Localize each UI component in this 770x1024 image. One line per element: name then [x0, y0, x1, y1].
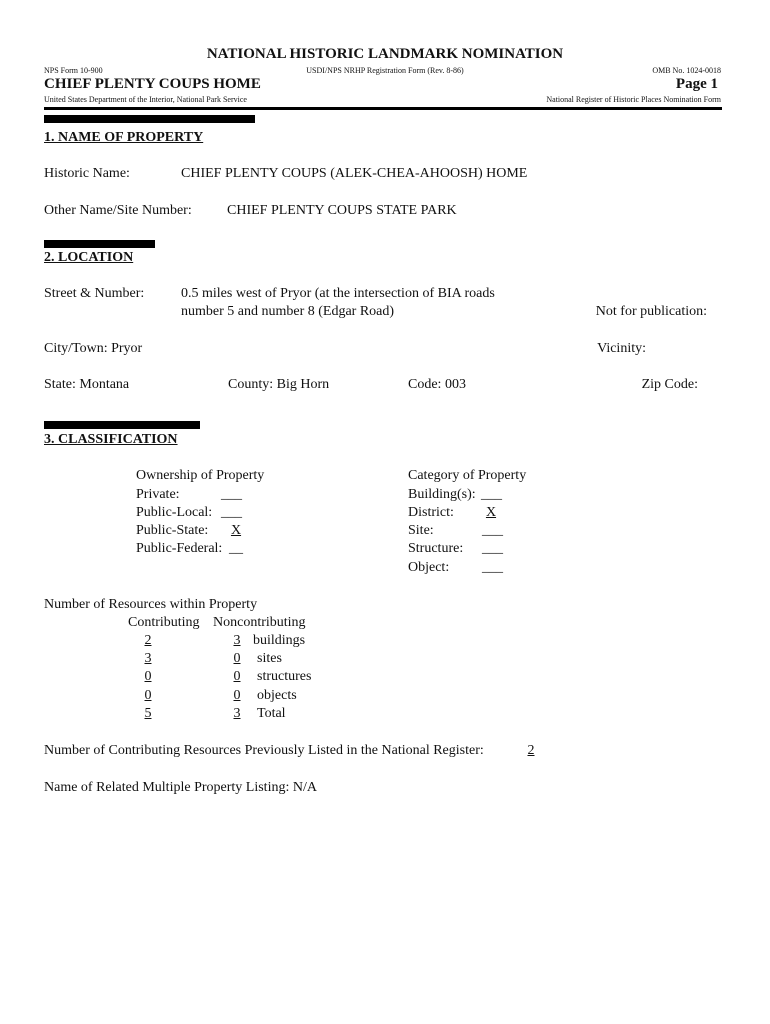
category-mark: ___ [482, 560, 503, 575]
resource-type: sites [257, 651, 282, 666]
section-marker-bar [44, 421, 200, 429]
ownership-mark: ___ [221, 487, 242, 502]
county: County: Big Horn [228, 377, 330, 392]
category-mark: X [485, 505, 497, 520]
noncontributing-count: 0 [233, 651, 241, 666]
registration-form-label: USDI/NPS NRHP Registration Form (Rev. 8-86) [306, 66, 464, 75]
not-for-publication-label: Not for publication: [595, 304, 707, 319]
section-heading-name: 1. NAME OF PROPERTY [44, 130, 204, 145]
section-marker-bar [44, 115, 255, 123]
multiple-property-listing: Name of Related Multiple Property Listing: N/A [44, 780, 317, 795]
noncontributing-count: 0 [233, 688, 241, 703]
document-title: NATIONAL HISTORIC LANDMARK NOMINATION [206, 46, 564, 62]
historic-name-label: Historic Name: [44, 166, 130, 181]
contributing-count: 3 [144, 651, 152, 666]
ownership-heading: Ownership of Property [136, 468, 265, 483]
ownership-label: Public-Local: [136, 505, 213, 520]
category-label: Structure: [408, 541, 464, 556]
ownership-label: Public-Federal: [136, 541, 223, 556]
resources-heading: Number of Resources within Property [44, 597, 258, 612]
noncontributing-header: Noncontributing [213, 615, 306, 630]
noncontributing-count: 3 [233, 633, 241, 648]
vicinity-label: Vicinity: [597, 341, 646, 356]
resource-type: structures [257, 669, 312, 684]
ownership-label: Public-State: [136, 523, 209, 538]
contributing-count: 0 [144, 688, 152, 703]
noncontributing-count: 3 [233, 706, 241, 721]
category-label: District: [408, 505, 454, 520]
contributing-count: 0 [144, 669, 152, 684]
category-label: Building(s): [408, 487, 476, 502]
street-value-line1: 0.5 miles west of Pryor (at the intersection of BIA roads [181, 286, 495, 301]
other-name-value: CHIEF PLENTY COUPS STATE PARK [227, 203, 457, 218]
category-mark: ___ [481, 487, 502, 502]
omb-number: OMB No. 1024-0018 [652, 66, 721, 75]
state: State: Montana [44, 377, 130, 392]
form-number: NPS Form 10-900 [44, 66, 103, 75]
noncontributing-count: 0 [233, 669, 241, 684]
resource-type: Total [257, 706, 286, 721]
section-heading-location: 2. LOCATION [44, 250, 134, 265]
ownership-mark: __ [229, 541, 243, 556]
contributing-count: 2 [144, 633, 152, 648]
contributing-header: Contributing [128, 615, 200, 630]
zip-code-label: Zip Code: [641, 377, 698, 392]
category-mark: ___ [482, 523, 503, 538]
page-number: Page 1 [675, 76, 718, 92]
ownership-mark: X [230, 523, 242, 538]
header-rule [44, 107, 722, 110]
resource-type: buildings [253, 633, 306, 648]
category-heading: Category of Property [408, 468, 527, 483]
ownership-label: Private: [136, 487, 180, 502]
category-mark: ___ [482, 541, 503, 556]
department-label: United States Department of the Interior, National Park Service [44, 95, 247, 104]
previously-listed-value: 2 [527, 743, 535, 758]
street-value-line2: number 5 and number 8 (Edgar Road) [181, 304, 395, 319]
section-marker-bar [44, 240, 155, 248]
previously-listed-label: Number of Contributing Resources Previously Listed in the National Register: [44, 743, 484, 758]
ownership-mark: ___ [221, 505, 242, 520]
resource-type: objects [257, 688, 297, 703]
historic-name-value: CHIEF PLENTY COUPS (ALEK-CHEA-AHOOSH) HOME [181, 166, 528, 181]
other-name-label: Other Name/Site Number: [44, 203, 192, 218]
street-label: Street & Number: [44, 286, 145, 301]
category-label: Object: [408, 560, 450, 575]
property-title: CHIEF PLENTY COUPS HOME [44, 76, 261, 92]
category-label: Site: [408, 523, 434, 538]
contributing-count: 5 [144, 706, 152, 721]
code: Code: 003 [408, 377, 466, 392]
city-town: City/Town: Pryor [44, 341, 143, 356]
register-form-label: National Register of Historic Places Nomination Form [546, 95, 721, 104]
section-heading-classification: 3. CLASSIFICATION [44, 432, 178, 447]
